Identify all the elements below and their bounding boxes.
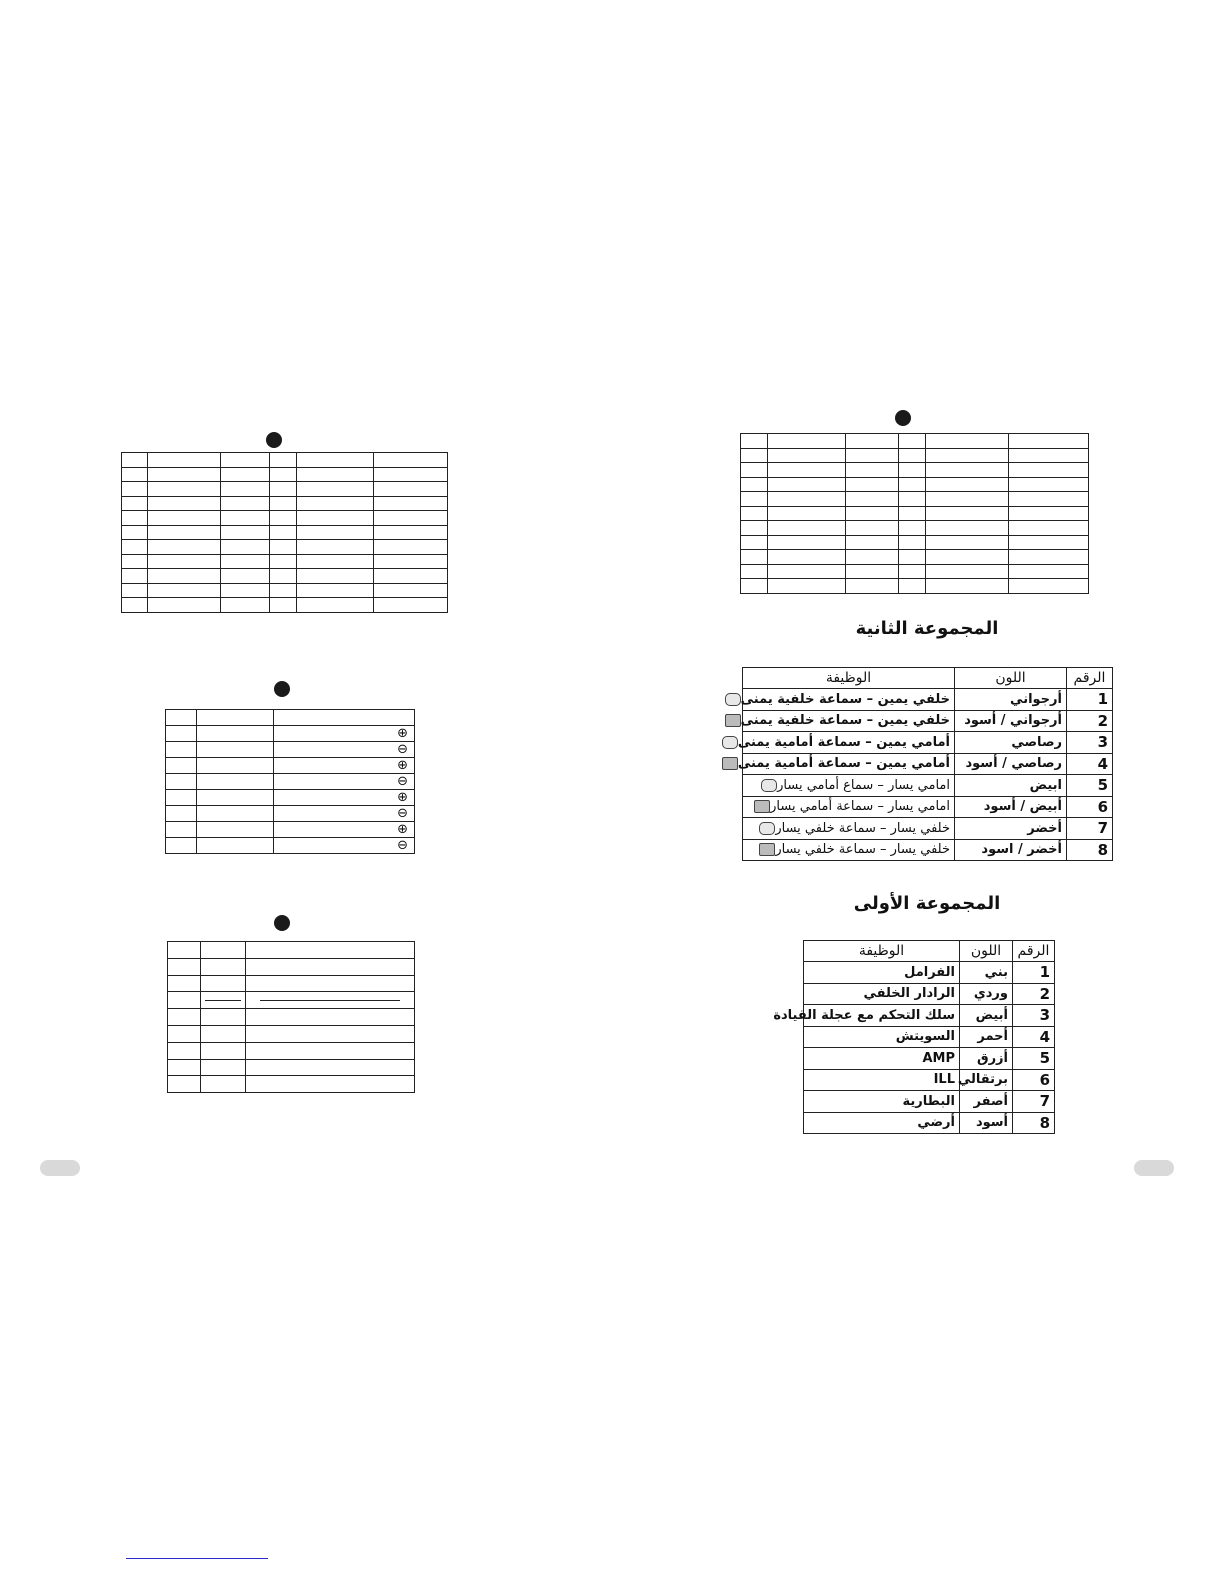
polarity-symbol xyxy=(274,710,415,726)
column-header-color: اللون xyxy=(960,941,1013,962)
table-row xyxy=(168,1042,415,1059)
table-row xyxy=(741,506,1089,521)
underline xyxy=(260,1000,400,1001)
section-marker-dot xyxy=(266,432,282,448)
wire-color: أحمر xyxy=(960,1026,1013,1048)
wire-number: 2 xyxy=(1067,710,1113,732)
table-row xyxy=(743,753,1113,775)
table-row xyxy=(166,710,415,726)
table-row xyxy=(743,732,1113,754)
wire-color: أرجواني / أسود xyxy=(955,710,1067,732)
speaker-positive-icon xyxy=(759,822,775,835)
speaker-negative-icon xyxy=(754,800,770,813)
table-row xyxy=(743,775,1113,797)
table-row xyxy=(743,839,1113,861)
table-row xyxy=(741,463,1089,478)
wire-color: أزرق xyxy=(960,1048,1013,1070)
table-row xyxy=(804,1069,1055,1091)
table-row xyxy=(122,569,448,584)
table-row xyxy=(166,806,415,822)
column-header-color: اللون xyxy=(955,668,1067,689)
table-row xyxy=(122,453,448,468)
table-row xyxy=(741,521,1089,536)
wire-color: أسود xyxy=(960,1112,1013,1134)
wire-color: رصاصي xyxy=(955,732,1067,754)
table-row xyxy=(743,796,1113,818)
wire-number: 5 xyxy=(1067,775,1113,797)
empty-grid-table-right xyxy=(740,433,1089,594)
polarity-minus-icon: ⊖ xyxy=(274,742,415,758)
table-row xyxy=(741,550,1089,565)
table-row xyxy=(122,540,448,555)
wire-function: الفرامل xyxy=(804,962,960,984)
speaker-positive-icon xyxy=(722,736,738,749)
underline xyxy=(205,1000,241,1001)
speaker-positive-icon xyxy=(761,779,777,792)
empty-grid-table-1 xyxy=(121,452,448,613)
table-header-row xyxy=(743,668,1113,689)
table-row xyxy=(168,975,415,992)
wire-color: أخضر / اسود xyxy=(955,839,1067,861)
wire-function: البطارية xyxy=(804,1091,960,1113)
table-row xyxy=(168,958,415,975)
table-row xyxy=(804,962,1055,984)
wire-color: رصاصي / أسود xyxy=(955,753,1067,775)
wire-number: 7 xyxy=(1013,1091,1055,1113)
page-number-pill-right xyxy=(1134,1160,1174,1176)
group-two-heading: المجموعة الثانية xyxy=(855,618,999,639)
polarity-plus-icon: ⊕ xyxy=(274,726,415,742)
speaker-negative-icon xyxy=(725,714,741,727)
group-one-heading: المجموعة الأولى xyxy=(853,893,1001,914)
group-one-wiring-table xyxy=(773,940,1055,1134)
table-row xyxy=(741,434,1089,449)
table-row xyxy=(743,818,1113,840)
table-row xyxy=(741,477,1089,492)
table-row xyxy=(804,1048,1055,1070)
wire-color: أبيض xyxy=(960,1005,1013,1027)
table-row xyxy=(741,564,1089,579)
table-row xyxy=(168,1009,415,1026)
table-row xyxy=(804,1005,1055,1027)
speaker-negative-icon xyxy=(722,757,738,770)
table-row xyxy=(741,448,1089,463)
wire-function: امامي يسار – سماعة أمامي يسار xyxy=(770,799,950,815)
wire-number: 3 xyxy=(1067,732,1113,754)
wire-color: بني xyxy=(960,962,1013,984)
wire-color: أخضر xyxy=(955,818,1067,840)
polarity-plus-icon: ⊕ xyxy=(274,758,415,774)
table-row xyxy=(743,689,1113,711)
wire-function: خلفي يمين – سماعة خلفية يمنى xyxy=(740,713,950,729)
section-marker-dot xyxy=(274,681,290,697)
table-row xyxy=(122,511,448,526)
wire-number: 3 xyxy=(1013,1005,1055,1027)
speaker-negative-icon xyxy=(759,843,775,856)
table-row xyxy=(122,467,448,482)
speaker-positive-icon xyxy=(725,693,741,706)
table-row xyxy=(804,1026,1055,1048)
wire-number: 4 xyxy=(1013,1026,1055,1048)
table-row xyxy=(122,598,448,613)
column-header-function: الوظيفة xyxy=(743,668,955,689)
table-row xyxy=(741,579,1089,594)
wire-number: 6 xyxy=(1067,796,1113,818)
wire-function: AMP xyxy=(804,1048,960,1070)
table-row xyxy=(166,742,415,758)
table-row xyxy=(166,822,415,838)
wire-color: وردي xyxy=(960,983,1013,1005)
polarity-plus-icon: ⊕ xyxy=(274,822,415,838)
table-row xyxy=(168,1059,415,1076)
empty-grid-table-3 xyxy=(167,941,415,1093)
wire-color: برتقالي xyxy=(960,1069,1013,1091)
table-row xyxy=(122,496,448,511)
wire-number: 1 xyxy=(1013,962,1055,984)
table-row xyxy=(122,482,448,497)
polarity-minus-icon: ⊖ xyxy=(274,774,415,790)
table-row xyxy=(168,942,415,959)
section-marker-dot xyxy=(274,915,290,931)
wire-function: سلك التحكم مع عجلة القيادة xyxy=(804,1005,960,1027)
column-header-number: الرقم xyxy=(1067,668,1113,689)
table-row xyxy=(168,992,415,1009)
wire-number: 5 xyxy=(1013,1048,1055,1070)
wire-number: 6 xyxy=(1013,1069,1055,1091)
column-header-number: الرقم xyxy=(1013,941,1055,962)
wire-function: امامي يسار – سماع أمامي يسار xyxy=(777,777,950,793)
polarity-minus-icon: ⊖ xyxy=(274,806,415,822)
table-row xyxy=(804,983,1055,1005)
link-underline xyxy=(126,1558,268,1559)
wire-number: 1 xyxy=(1067,689,1113,711)
polarity-plus-icon: ⊕ xyxy=(274,790,415,806)
wire-function: أمامي يمين – سماعة أمامية يمنى xyxy=(737,756,950,772)
polarity-minus-icon: ⊖ xyxy=(274,838,415,854)
wire-number: 2 xyxy=(1013,983,1055,1005)
wire-function: أمامي يمين – سماعة أمامية يمنى xyxy=(737,734,950,750)
table-row xyxy=(741,492,1089,507)
page-number-pill-left xyxy=(40,1160,80,1176)
wire-number: 4 xyxy=(1067,753,1113,775)
table-row xyxy=(741,535,1089,550)
group-two-wiring-table xyxy=(737,667,1113,861)
table-row xyxy=(168,1025,415,1042)
wire-function: الرادار الخلفي xyxy=(804,983,960,1005)
section-marker-dot xyxy=(895,410,911,426)
table-row xyxy=(804,1112,1055,1134)
polarity-grid-table xyxy=(165,709,415,854)
wire-color: أصفر xyxy=(960,1091,1013,1113)
wire-function: خلفي يسار – سماعة خلفي يسار xyxy=(775,842,950,858)
table-header-row xyxy=(804,941,1055,962)
table-row xyxy=(166,790,415,806)
table-row xyxy=(743,710,1113,732)
table-row xyxy=(122,554,448,569)
wire-color: ابيض xyxy=(955,775,1067,797)
table-row xyxy=(166,774,415,790)
wire-function: السويتش xyxy=(804,1026,960,1048)
column-header-function: الوظيفة xyxy=(804,941,960,962)
table-row xyxy=(804,1091,1055,1113)
wire-number: 7 xyxy=(1067,818,1113,840)
wire-function: خلفي يمين – سماعة خلفية يمنى xyxy=(740,691,950,707)
wire-color: أبيض / أسود xyxy=(955,796,1067,818)
table-row xyxy=(122,525,448,540)
table-row xyxy=(166,758,415,774)
table-row xyxy=(168,1076,415,1093)
table-row xyxy=(122,583,448,598)
table-row xyxy=(166,726,415,742)
wire-number: 8 xyxy=(1067,839,1113,861)
table-row xyxy=(166,838,415,854)
wire-color: أرجواني xyxy=(955,689,1067,711)
wire-function: ILL xyxy=(804,1069,960,1091)
wire-function: أرضي xyxy=(804,1112,960,1134)
wire-number: 8 xyxy=(1013,1112,1055,1134)
wire-function: خلفي يسار – سماعة خلفي يسار xyxy=(775,820,950,836)
